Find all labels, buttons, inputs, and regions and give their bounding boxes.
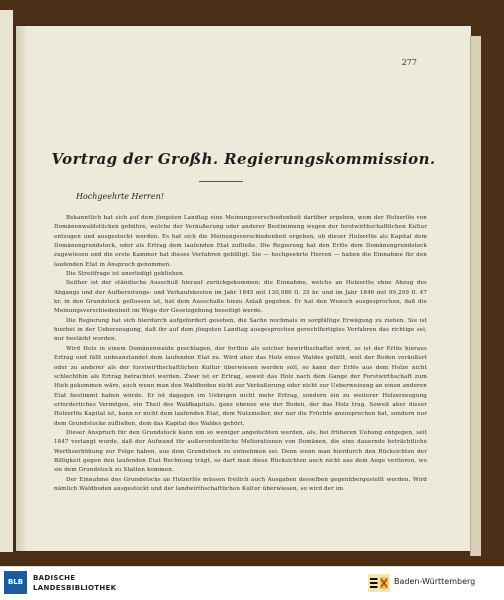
library-name-line-2: LANDESBIBLIOTHEK [33, 584, 117, 592]
blb-logo[interactable]: BLB [4, 571, 27, 594]
paragraph: Die Streitfrage ist unerledigt geblieben. [66, 271, 185, 278]
paragraph: Dieser Anspruch für den Grundstock kann um so weniger angefochten werden, als, bei früheren Uebung entgegen, seit 1847 verlangt wurde, daß der Aufwand für außerordentliche Meliorationen von Domänen, die eine dauernde beträchtliche Werthserhöhung zur Folge haben, aus dem Grundstock zu entnehmen sei. Denn wenn man hierdurch den Rücksichten der Billigkeit gegen den laufenden Etat Rechnung trägt, so darf man diese Rücksichten auch nicht aus dem Auge verlieren, wo sie dem Grundstock zu Statten kommen. [54, 429, 427, 474]
paragraph: Der Einnahme des Grundstocks an Holzerlös müssen freilich auch Ausgaben desselben gegenübergestellt werden. Wird nämlich Waldboden ausgestockt und der landwirthschaftlichen Kultur überwiesen, so wird der im [54, 476, 427, 492]
paragraph: Bekanntlich hat sich auf dem jüngsten Landtag eine Meinungsverschiedenheit darüber ergeben, wem der Holzerlös von Domänenwaldstücken gebühre, welche der Veräußerung oder anderer Bestimmung wegen der forstwirthschaftlichen Kultur entzogen und ausgestockt werden. Es hat sich die Meinungsverschiedenheit ergeben, ob dieser Holzerlös als Kapital dem Domänengrundstock, oder als Ertrag dem laufenden Etat zufließe. Die Regierung hat den Erlös dem Domänengrundstock zugewiesen und die erste Kammer hat dieses Verfahren gebilligt. Sie — hochgeehrte Herren — haben die Einnahme für den laufenden Etat in Anspruch genommen. [54, 215, 427, 268]
page-title: Vortrag der Großh. Regierungskommission. [51, 150, 436, 168]
paragraph: Die Regierung hat sich hierdurch aufgefordert gesehen, die Sache nochmals in sorgfältige Erwägung zu ziehen. Sie ist hierbei in der Ueberzeugung, daß ihr auf dem jüngsten Landtag ausgesprochen gerechtfertigtes Verfahren das richtige sei, nur bestärkt worden. [54, 317, 427, 343]
footer-bar [0, 566, 504, 600]
page-number: 277 [401, 58, 417, 67]
body-text [54, 214, 427, 494]
book-page [16, 26, 471, 551]
baden-wuerttemberg-coat-of-arms-icon[interactable] [368, 574, 390, 592]
page-stack-edge [470, 36, 481, 556]
salutation: Hochgeehrte Herren! [76, 192, 164, 201]
title-rule [199, 181, 243, 182]
gutter-shadow [16, 26, 28, 551]
state-name[interactable]: Baden-Württemberg [394, 577, 476, 586]
library-name[interactable] [33, 573, 116, 593]
library-name-line-1: BADISCHE [33, 574, 76, 582]
previous-page-edge [0, 10, 13, 552]
paragraph: Wird Holz in einem Domänenwalde geschlagen, der forthin als solcher bewirthschaftet wird, so ist der Erlös hieraus Ertrag und fällt unbeanstandet dem laufenden Etat zu. Wird aber das Holz eines Waldes gefällt, weil der Boden veräußert oder zu anderer als der forstwirthschaftlichen Kultur überwiesen werden soll, so kann der Erlös aus dem Holze nicht schlechthin als Ertrag betrachtet werden. Zwar ist er Ertrag, soweit das Holz nach dem Gange der Forstwirthschaft zum Hieb gekommen wäre, auch wenn man den Waldboden nicht zur Veräußerung oder nicht zur Ueberweisung an einen anderen Etat bestimmt haben würde. Er ist dagegen im Uebrigen nicht mehr Ertrag, sondern ein zu weiterer Holzerzeugung erforderliches Vermögen, ein Theil des Waldkapitals, ganz ebenso wie der Boden, der das Holz trug. Soweit aber dieser Holzerlös Kapital ist, kann er nicht dem laufenden Etat, dem Nutznießer, der nur die Früchte anzusprechen hat, sondern nur dem Grundstocke zufließen, dem das Kapital des Waldes gehört. [54, 345, 427, 427]
paragraph: Seither ist der ständische Ausschuß hierauf zurückgekommen; die Einnahme, welche an Holzerlös ohne Abzug des Abgangs und der Aufbereitungs- und Verkaufskosten im Jahr 1845 mit 130,986 fl. 35 kr. und im Jahr 1846 mit 99,299 fl. 47 kr. in den Grundstock geflossen ist, hat dem Ausschuße hiezu Anlaß gegeben. Er hat den Wunsch ausgesprochen, daß die Meinungsverschiedenheit im Wege der Gesetzgebung beseitigt werde. [54, 280, 427, 315]
